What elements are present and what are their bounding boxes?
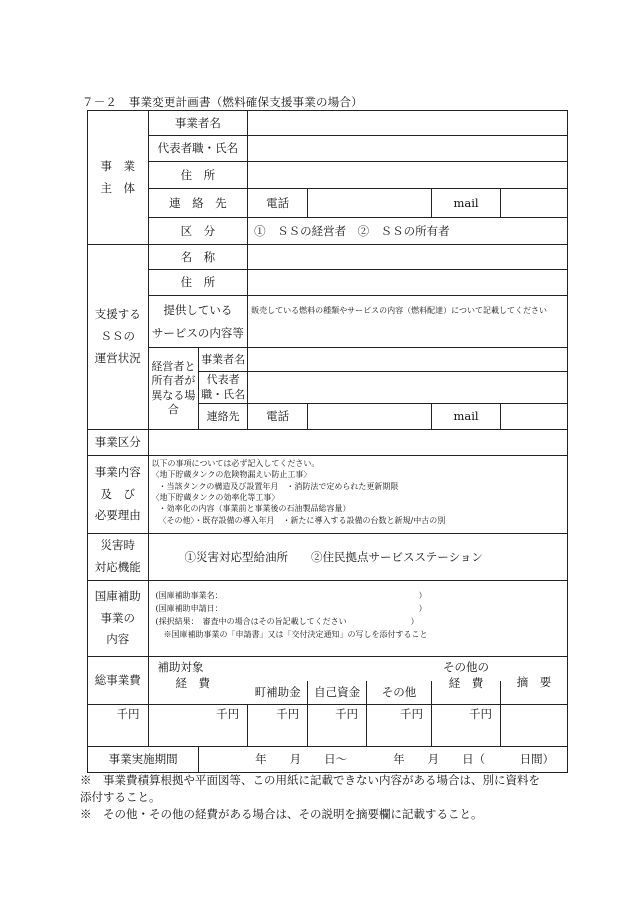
- entity-business-name-label: 事業者名: [148, 111, 248, 136]
- ss-owner-business-name-field[interactable]: [248, 348, 568, 372]
- cost-total-field[interactable]: 千円: [88, 705, 149, 747]
- cost-remarks-field[interactable]: [500, 705, 567, 747]
- ss-owner-business-name-label: 事業者名: [199, 348, 248, 372]
- disaster-label: 災害時 対応機能: [88, 534, 149, 581]
- cost-town-subsidy-field[interactable]: 千円: [248, 705, 308, 747]
- plan-form-table: [87, 110, 568, 773]
- cost-other-label: その他: [367, 681, 432, 705]
- entity-address-field[interactable]: [248, 162, 568, 189]
- ss-owner-representative-label: 代表者 職・氏名: [199, 372, 248, 404]
- ss-owner-mail-label: mail: [432, 404, 501, 430]
- entity-section-label: 事 業 主 体: [88, 111, 149, 245]
- disaster-options[interactable]: ①災害対応型給油所 ②住民拠点サービスステーション: [148, 534, 567, 581]
- subsidy-line: (採択結果： 審査中の場合はその旨記載してください ）: [155, 616, 419, 626]
- subsidy-line: (国庫補助事業名： ）: [155, 591, 427, 600]
- entity-contact-label: 連 絡 先: [148, 189, 248, 218]
- ss-address-label: 住 所: [148, 270, 248, 296]
- ss-owner-representative-field[interactable]: [248, 372, 568, 404]
- entity-representative-field[interactable]: [248, 136, 568, 162]
- cost-other-expense-label: その他の 経 費: [432, 681, 501, 705]
- ss-owner-contact-label: 連絡先: [199, 404, 248, 430]
- entity-category-label: 区 分: [148, 218, 248, 245]
- entity-representative-label: 代表者職・氏名: [148, 136, 248, 162]
- ss-section-label: 支援する ＳＳの 運営状況: [88, 245, 149, 430]
- ss-owner-mail-field[interactable]: [500, 404, 567, 430]
- period-label: 事業実施期間: [88, 747, 199, 773]
- form-container: [87, 110, 568, 768]
- content-line: 以下の事項については必ず記入してください。: [151, 459, 320, 468]
- content-instructions[interactable]: [148, 456, 567, 534]
- cost-total-label: 総事業費: [88, 657, 149, 705]
- entity-phone-field[interactable]: [308, 189, 432, 218]
- ss-owner-phone-field[interactable]: [308, 404, 432, 430]
- content-line: 〈地下貯蔵タンクの危険物漏えい防止工事〉: [151, 470, 312, 480]
- entity-mail-label: mail: [432, 189, 501, 218]
- content-line: ・当該タンクの構造及び設置年月 ・消防法で定められた更新期限: [158, 481, 399, 491]
- entity-phone-label: 電話: [248, 189, 308, 218]
- ss-name-label: 名 称: [148, 245, 248, 270]
- period-field[interactable]: 年 月 日～ 年 月 日（ 日間）: [199, 747, 568, 773]
- entity-business-name-field[interactable]: [248, 111, 568, 136]
- business-category-field[interactable]: [148, 430, 567, 456]
- cost-other-field[interactable]: 千円: [367, 705, 432, 747]
- subsidy-label: 国庫補助 事業の 内容: [88, 581, 149, 657]
- subsidy-line: ※国庫補助事業の「申請書」又は「交付決定通知」の写しを添付すること: [163, 629, 428, 639]
- entity-mail-field[interactable]: [500, 189, 567, 218]
- subsidy-line: (国庫補助申請日： ）: [155, 603, 427, 613]
- footnote-1: ※ 事業費積算根拠や平面図等、この用紙に記載できない内容がある場合は、別に資料を: [80, 773, 540, 787]
- cost-own-funds-field[interactable]: 千円: [308, 705, 367, 747]
- ss-owner-phone-label: 電話: [248, 404, 308, 430]
- content-line: 〈その他〉・既存設備の導入年月 ・新たに導入する設備の台数と新規/中古の別: [158, 515, 446, 525]
- footnote-2: ※ その他・その他の経費がある場合は、その説明を摘要欄に記載すること。: [80, 807, 483, 821]
- content-line: 〈地下貯蔵タンクの効率化等工事〉: [151, 493, 280, 503]
- cost-remarks-label: 摘 要: [500, 681, 567, 705]
- subsidy-details[interactable]: [148, 581, 567, 657]
- content-line: ・効率化の内容（事業前と事業後の石油製品総容量）: [158, 504, 351, 514]
- cost-other-expense-field[interactable]: 千円: [432, 705, 501, 747]
- cost-own-funds-label: 自己資金: [308, 681, 367, 705]
- ss-name-field[interactable]: [248, 245, 568, 270]
- ss-service-label: 提供している サービスの内容等: [148, 296, 248, 348]
- ss-address-field[interactable]: [248, 270, 568, 296]
- entity-address-label: 住 所: [148, 162, 248, 189]
- ss-service-note[interactable]: 販売している燃料の種類やサービスの内容（燃料配達）について記載してください: [248, 296, 568, 348]
- entity-category-options[interactable]: ① ＳＳの経営者 ② ＳＳの所有者: [248, 218, 568, 245]
- document-title: ７－２ 事業変更計画書（燃料確保支援事業の場合）: [82, 95, 363, 109]
- cost-subsidy-target-label: 補助対象 経 費: [148, 657, 248, 705]
- content-label: 事業内容 及 び 必要理由: [88, 456, 149, 534]
- cost-town-subsidy-label: 町補助金: [248, 681, 308, 705]
- ss-owner-differs-label: 経営者と 所有者が 異なる場 合: [148, 348, 199, 430]
- cost-subsidy-target-field[interactable]: 千円: [148, 705, 248, 747]
- business-category-label: 事業区分: [88, 430, 149, 456]
- footnote-1-cont: 添付すること。: [80, 790, 161, 804]
